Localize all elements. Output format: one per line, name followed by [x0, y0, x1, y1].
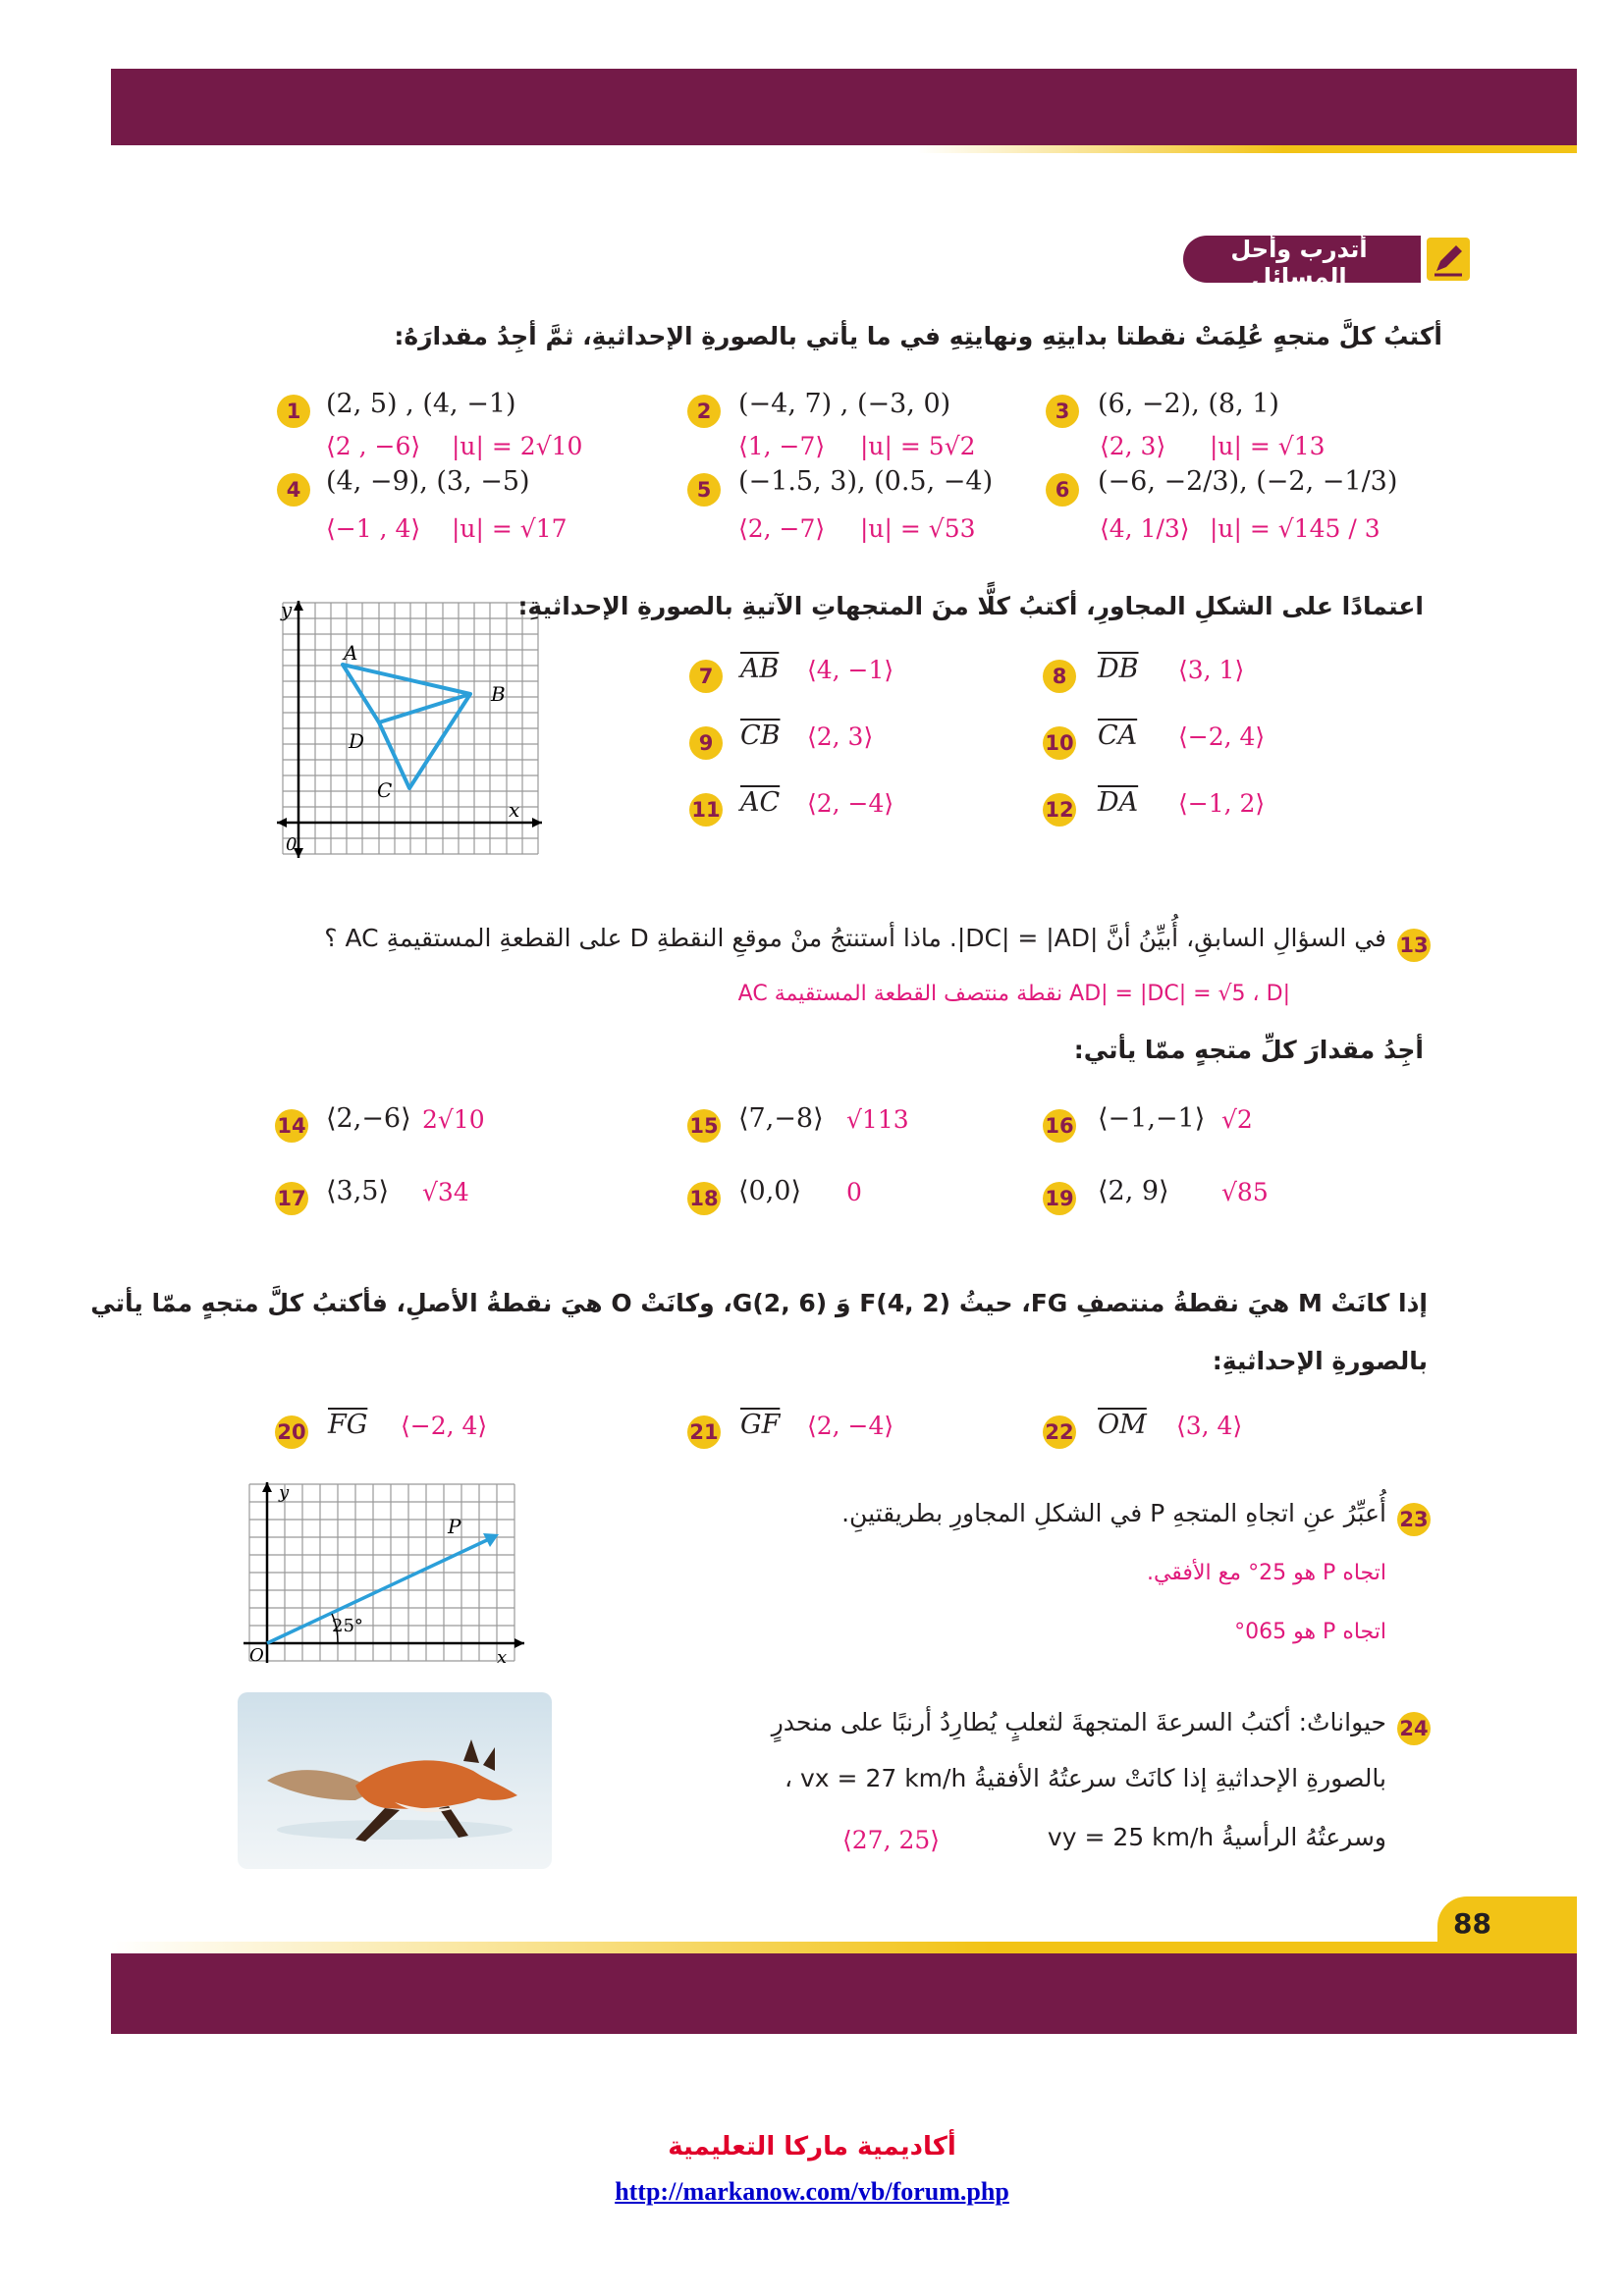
- question-13-answer: |AD| = |DC| = √5 ، D نقطة منتصف القطعة المستقيمة AC: [737, 982, 1290, 1006]
- vector-components: ⟨7,−8⟩: [738, 1103, 824, 1134]
- angle-label: 25°: [332, 1616, 363, 1636]
- answer-magnitude: |u| = √145 / 3: [1210, 514, 1380, 543]
- vector-components: ⟨3,5⟩: [326, 1176, 390, 1206]
- exercise-number: 19: [1043, 1182, 1076, 1215]
- fox-photo: [238, 1692, 552, 1869]
- answer-magnitude: 0: [846, 1178, 862, 1206]
- axis-label-x2: x: [497, 1647, 508, 1663]
- vector-components: ⟨0,0⟩: [738, 1176, 802, 1206]
- answer-component-form: ⟨2, 3⟩: [807, 722, 874, 751]
- answer-component-form: ⟨2, −4⟩: [807, 1412, 894, 1440]
- exercise-number: 1: [277, 395, 310, 428]
- answer-component-form: ⟨2 , −6⟩: [326, 432, 421, 460]
- exercise-number: 2: [687, 395, 721, 428]
- vector-name: $\overline{DA}$: [1098, 787, 1139, 818]
- exercise-number: 3: [1046, 395, 1079, 428]
- exercise-points: (−1.5, 3), (0.5, −4): [738, 466, 994, 497]
- footer-academy-name: أكاديمية ماركا التعليمية: [668, 2132, 956, 2162]
- exercise-points: (4, −9), (3, −5): [326, 466, 530, 497]
- exercise-points: (6, −2), (8, 1): [1098, 389, 1279, 419]
- axis-label-x: x: [509, 798, 520, 822]
- answer-component-form: ⟨−2, 4⟩: [1178, 722, 1266, 751]
- vector-name: $\overline{CB}$: [740, 721, 781, 751]
- vector-name: $\overline{GF}$: [740, 1410, 781, 1440]
- exercise-number: 15: [687, 1109, 721, 1143]
- axis-label-y2: y: [279, 1482, 290, 1503]
- section-title: أتدرب وأحل المسائل: [1230, 236, 1368, 291]
- exercise-number: 7: [689, 660, 723, 693]
- question-13-text: في السؤالِ السابقِ، أُبيِّنُ أنَّ |DC| = |AD|. ماذا أستنتجُ منْ موقعِ النقطةِ D على القطعةِ المستقيمةِ AC ؟: [324, 924, 1386, 952]
- question-24-line-2: بالصورةِ الإحداثيةِ إذا كانَتْ سرعتُهُ الأفقيةُ vx = 27 km/h ،: [785, 1764, 1386, 1792]
- answer-magnitude: |u| = 2√10: [452, 432, 583, 460]
- page-number: 88: [1453, 1907, 1491, 1940]
- axis-label-y: y: [281, 601, 293, 621]
- exercise-number: 20: [275, 1415, 308, 1449]
- instruction-2: اعتمادًا على الشكلِ المجاورِ، أكتبُ كلًّا منَ المتجهاتِ الآتيةِ بالصورةِ الإحداثيةِ:: [517, 592, 1424, 620]
- question-23-text: أُعبِّرُ عنِ اتجاهِ المتجهِ P في الشكلِ المجاورِ بطريقتينِ.: [841, 1499, 1386, 1527]
- top-yellow-stripe: [111, 145, 1577, 153]
- answer-magnitude: √2: [1221, 1105, 1253, 1134]
- answer-magnitude: |u| = √17: [452, 514, 568, 543]
- bottom-yellow-stripe: [111, 1942, 1577, 1953]
- vector-name: $\overline{FG}$: [328, 1410, 368, 1440]
- point-label-d: D: [349, 729, 365, 753]
- point-label-a: A: [344, 641, 358, 665]
- question-23-answer-1: اتجاه P هو 25° مع الأفقي.: [1146, 1561, 1386, 1585]
- point-label-c: C: [377, 778, 393, 802]
- vector-p-graph: [244, 1482, 524, 1663]
- point-label-b: B: [491, 682, 506, 706]
- answer-component-form: ⟨3, 1⟩: [1178, 656, 1245, 684]
- vector-name: $\overline{DB}$: [1098, 654, 1139, 684]
- question-24-line-3: وسرعتُهُ الرأسيةُ vy = 25 km/h: [1047, 1823, 1386, 1851]
- answer-component-form: ⟨−2, 4⟩: [401, 1412, 488, 1440]
- vector-name: $\overline{CA}$: [1098, 721, 1138, 751]
- answer-component-form: ⟨−1, 2⟩: [1178, 789, 1266, 818]
- answer-magnitude: |u| = √53: [860, 514, 976, 543]
- question-24-answer: ⟨27, 25⟩: [842, 1826, 941, 1854]
- exercise-number: 23: [1397, 1503, 1431, 1536]
- exercise-number: 4: [277, 473, 310, 507]
- instruction-1: أكتبُ كلَّ متجهٍ عُلِمَتْ نقطتا بدايتِهِ ونهايتِهِ في ما يأتي بالصورةِ الإحداثيةِ، ثمَّ أجِدُ مقدارَهُ:: [394, 322, 1442, 350]
- exercise-number: 5: [687, 473, 721, 507]
- answer-component-form: ⟨−1 , 4⟩: [326, 514, 421, 543]
- vector-components: ⟨2, 9⟩: [1098, 1176, 1169, 1206]
- exercise-points: (2, 5) , (4, −1): [326, 389, 516, 419]
- bottom-band: [111, 1953, 1577, 2034]
- vector-components: ⟨−1,−1⟩: [1098, 1103, 1206, 1134]
- exercise-number: 17: [275, 1182, 308, 1215]
- exercise-number: 9: [689, 726, 723, 760]
- answer-magnitude: √85: [1221, 1178, 1269, 1206]
- instruction-4a: إذا كانَتْ M هيَ نقطةُ منتصفِ FG، حيثُ F(4, 2) وَ G(2, 6)، وكانَتْ O هيَ نقطةُ الأصلِ، فأكتبُ كلَّ متجهٍ ممّا يأتي: [90, 1289, 1428, 1317]
- instruction-4b: بالصورةِ الإحداثيةِ:: [1212, 1347, 1428, 1375]
- answer-component-form: ⟨2, −7⟩: [738, 514, 826, 543]
- vector-name: $\overline{OM}$: [1098, 1410, 1147, 1440]
- answer-component-form: ⟨4, −1⟩: [807, 656, 894, 684]
- answer-magnitude: |u| = √13: [1210, 432, 1326, 460]
- top-band: [111, 69, 1577, 145]
- exercise-number: 22: [1043, 1415, 1076, 1449]
- vector-name: $\overline{AB}$: [740, 654, 780, 684]
- answer-component-form: ⟨1, −7⟩: [738, 432, 826, 460]
- answer-component-form: ⟨2, −4⟩: [807, 789, 894, 818]
- question-24-line-1: حيواناتٌ: أكتبُ السرعةَ المتجهةَ لثعلبٍ يُطارِدُ أرنبًا على منحدرٍ: [771, 1708, 1386, 1736]
- question-23-answer-2: اتجاه P هو 065°: [1234, 1620, 1386, 1644]
- exercise-points: (−6, −2/3), (−2, −1/3): [1098, 466, 1398, 497]
- exercise-number: 6: [1046, 473, 1079, 507]
- answer-magnitude: √34: [422, 1178, 469, 1206]
- vector-label-p: P: [448, 1515, 461, 1538]
- exercise-number: 18: [687, 1182, 721, 1215]
- vector-name: $\overline{AC}$: [740, 787, 781, 818]
- section-header: [1183, 236, 1476, 291]
- exercise-number: 8: [1043, 660, 1076, 693]
- origin-label-2: O: [249, 1645, 264, 1663]
- answer-component-form: ⟨3, 4⟩: [1176, 1412, 1243, 1440]
- pencil-icon: [1427, 238, 1470, 281]
- exercise-number: 21: [687, 1415, 721, 1449]
- answer-magnitude: |u| = 5√2: [860, 432, 976, 460]
- exercise-number: 12: [1043, 793, 1076, 827]
- answer-magnitude: 2√10: [422, 1105, 485, 1134]
- answer-component-form: ⟨2, 3⟩: [1100, 432, 1166, 460]
- exercise-number: 16: [1043, 1109, 1076, 1143]
- answer-magnitude: √113: [846, 1105, 909, 1134]
- answer-component-form: ⟨4, 1/3⟩: [1100, 514, 1190, 543]
- exercise-points: (−4, 7) , (−3, 0): [738, 389, 951, 419]
- exercise-number: 13: [1397, 929, 1431, 962]
- exercise-number: 14: [275, 1109, 308, 1143]
- vector-components: ⟨2,−6⟩: [326, 1103, 411, 1134]
- triangle-graph: [275, 601, 542, 858]
- instruction-3: أجِدُ مقدارَ كلِّ متجهٍ ممّا يأتي:: [1073, 1036, 1424, 1064]
- origin-label: 0: [286, 834, 298, 855]
- exercise-number: 24: [1397, 1712, 1431, 1745]
- footer-link[interactable]: http://markanow.com/vb/forum.php: [615, 2177, 1009, 2206]
- exercise-number: 11: [689, 793, 723, 827]
- exercise-number: 10: [1043, 726, 1076, 760]
